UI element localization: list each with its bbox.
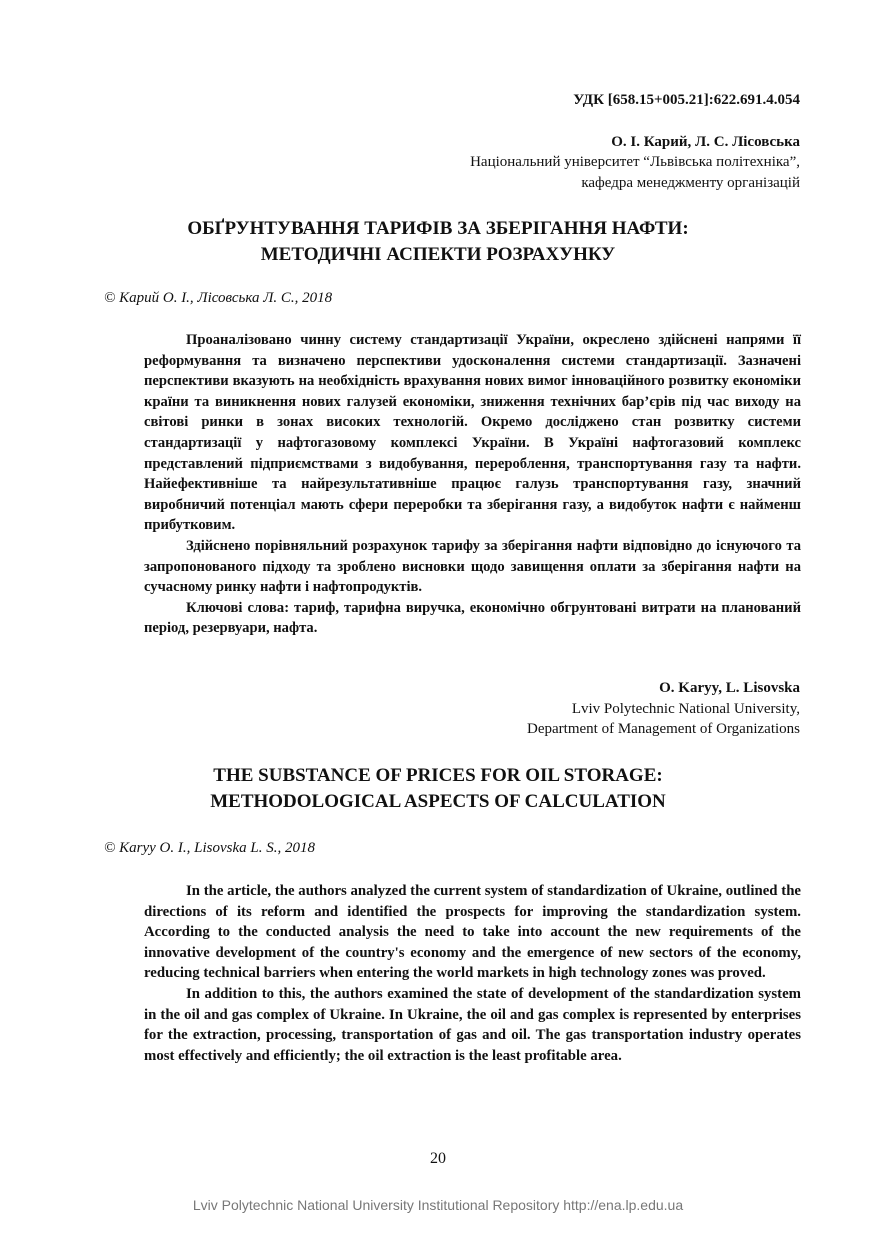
en-authors: O. Karyy, L. Lisovska bbox=[659, 680, 800, 696]
page-number: 20 bbox=[430, 1150, 446, 1167]
ua-abstract-paragraph: Проаналізовано чинну систему стандартизації України, окреслено здійснені напрями її реформування та визначено перспективи удосконалення системи стандартизації. Зазначені перспективи вказують на необхідність врахування нових вимог інноваційного розвитку економіки країни та виникнення нових галузей економіки, зниження технічних бар’єрів під час виходу на світові ринки в зонах високих технологій. Окремо досліджено стан розвитку системи стандартизації у нафтогазовому комплексі України. В Україні нафтогазовий комплекс представлений підприємствами з видобування, перероблення, транспортування газу та нафти. Найефективніше та найрезультативніше працює галузь транспортування газу, значний виробничий потенціал мають сфери переробки та зберігання газу, а видобуток нафти є найменш прибутковим. bbox=[144, 332, 801, 534]
ua-affiliation-university: Національний університет “Львівська політехніка”, bbox=[470, 154, 800, 170]
en-title bbox=[60, 763, 816, 815]
en-copyright: © Karyy O. I., Lisovska L. S., 2018 bbox=[104, 840, 315, 856]
ua-authors: О. І. Карий, Л. С. Лісовська bbox=[611, 134, 800, 150]
en-abstract-paragraph: In the article, the authors analyzed the current system of standardization of Ukraine, outlined the directions of its reform and identified the prospects for improving the standardization system. According to the conducted analysis the need to take into account the new requirements of the innovative development of the country's economy and the emergence of new sectors of the economy, reducing technical barriers when entering the world markets in high technology zones was proved. bbox=[144, 883, 801, 982]
en-abstract-paragraph: In addition to this, the authors examined the state of development of the standardization system in the oil and gas complex of Ukraine. In Ukraine, the oil and gas complex is represented by enterprises for the extraction, processing, transportation of gas and oil. The gas transportation industry operates most effectively and efficiently; the oil extraction is the least profitable area. bbox=[144, 985, 801, 1064]
en-affiliation-university: Lviv Polytechnic National University, bbox=[571, 701, 800, 717]
repository-footer: Lviv Polytechnic National University Institutional Repository http://ena.lp.edu.ua bbox=[192, 1197, 684, 1213]
ua-abstract bbox=[144, 330, 801, 639]
en-title-line-1: THE SUBSTANCE OF PRICES FOR OIL STORAGE: bbox=[213, 765, 663, 786]
ua-copyright: © Карий О. І., Лісовська Л. С., 2018 bbox=[104, 290, 333, 306]
udk-code: УДК [658.15+005.21]:622.691.4.054 bbox=[573, 92, 800, 108]
ua-keywords: Ключові слова: тариф, тарифна виручка, економічно обгрунтовані витрати на планований період, резервуари, нафта. bbox=[144, 599, 801, 637]
ua-abstract-paragraph: Здійснено порівняльний розрахунок тарифу за зберігання нафти відповідно до існуючого та запропонованого підходу та зроблено висновки щодо завищення оплати за зберігання нафти на сучасному ринку нафти і нафтопродуктів. bbox=[144, 537, 801, 596]
ua-title-line-1: ОБҐРУНТУВАННЯ ТАРИФІВ ЗА ЗБЕРІГАННЯ НАФТИ: bbox=[187, 218, 689, 239]
en-abstract bbox=[144, 881, 801, 1066]
ua-title-line-2: МЕТОДИЧНІ АСПЕКТИ РОЗРАХУНКУ bbox=[260, 244, 616, 265]
ua-affiliation-department: кафедра менеджменту організацій bbox=[581, 175, 800, 191]
en-title-line-2: METHODOLOGICAL ASPECTS OF CALCULATION bbox=[210, 791, 666, 812]
ua-title bbox=[60, 216, 816, 268]
en-affiliation-department: Department of Management of Organizations bbox=[527, 721, 800, 737]
